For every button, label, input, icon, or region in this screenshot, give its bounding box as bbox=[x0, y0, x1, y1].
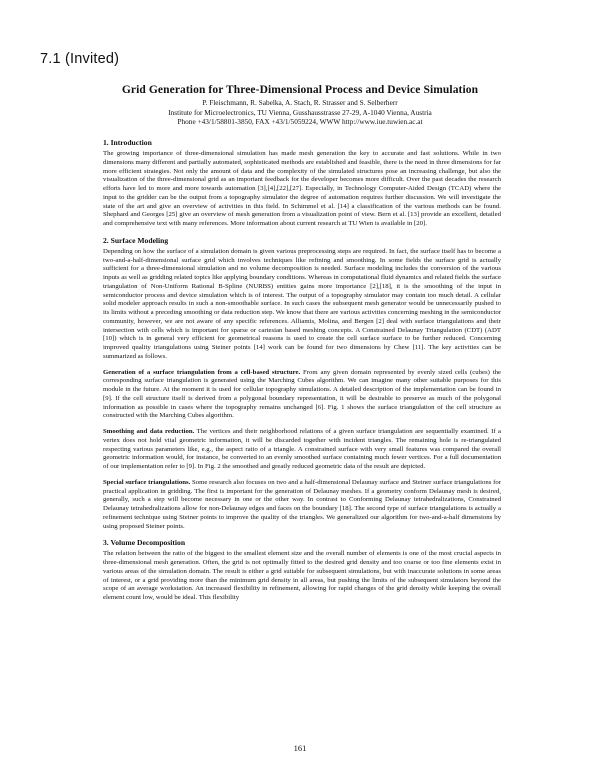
special-triangulations-run-in-heading: Special surface triangulations. bbox=[103, 478, 191, 486]
volume-decomposition-paragraph: The relation between the ratio of the biggest to the smallest element size and the overall number of elements is one of the most crucial aspects in three-dimensional mesh generation. Often, the grid is not optimally fitted to the desired grid density and too coarse or too fine elements exist in various areas of the simulation domain. The result is either a grid suitable for subsequent simulations, but with inaccurate solutions in some areas of interest, or a grid providing more than the minimum grid density in all areas, but pushing the limits of the subsequent simulators beyond the scope of an average workstation. An increased flexibility in refinement, allowing for rapid changes of the grid density while keeping the overall element count low, would be ideal. This flexibility bbox=[103, 550, 501, 601]
paper-body bbox=[103, 138, 501, 610]
cell-based-text: From any given domain represented by evenly sized cells (cubes) the corresponding surface triangulation is generated using the Marching Cubes algorithm. We can imagine many other suitable purposes for this module in the future. At the moment it is used for cellular topography simulations. A detailed description of the implementation can be found in [9]. If the cell structure itself is derived from a polygonal boundary representation, it will be desirable to preserve as much of the polygonal information as possible in cases where the topography remains unchanged [6]. Fig. 1 shows the surface triangulation of the cell structure as constructed with the Marching Cubes algorithm. bbox=[103, 368, 501, 420]
page-number: 161 bbox=[293, 743, 307, 753]
section-heading-surface-modeling: 2. Surface Modeling bbox=[103, 235, 169, 245]
smoothing-run-in-heading: Smoothing and data reduction. bbox=[103, 428, 195, 435]
introduction-paragraph: The growing importance of three-dimensional simulation has made mesh generation the key to accurate and fast solutions. While in two dimensions many different and partially automated, sophisticated methods are established and feasible, there is the need in three dimensions for far more efficient strategies. Not only the amount of data and the complexity of the simulated structures pose an increasing challenge, but also the visualization of the three-dimensional grid as an important feedback for the developer becomes more difficult. Over the past decades the research efforts have led to more and more towards automation [3],[4],[22],[27]. Especially, in Technology Computer-Aided Design (TCAD) where the input to the gridder can be the output from a topography simulator the degree of automation requires further discussion. We will investigate the state of the art and give an overview of activities in this field. In Schimmel et al. [14] a classification of the various methods can be found. Shephard and Georges [25] give an overview of mesh generation from a visualization point of view. Bern et al. [13] provide an excellent, detailed and comprehensive text with many references. More information about current research at TU Wien is available in [20]. bbox=[103, 150, 501, 227]
author-list: P. Fleischmann, R. Sabelka, A. Stach, R. Strasser and S. Selberherr bbox=[202, 98, 398, 107]
affiliation: Institute for Microelectronics, TU Vienna, Gusshausstrasse 27-29, A-1040 Vienna, Austria bbox=[168, 108, 432, 117]
session-label: 7.1 (Invited) bbox=[40, 51, 120, 67]
smoothing-text: The vertices and their neighborhood relations of a given surface triangulation are sequentially examined. If a vertex does not hold vital geometric information, it will be discarded together with incident triangles. The remaining hole is re-triangulated respecting various parameters like, e.g., the aspect ratio of a triangle. A constrained surface with very small features was compared the overall geometric information would, for instance, be converted to an evenly smoothed surface containing much fewer vertices. For a full documentation of our implementation refer to [9]. In Fig. 2 the smoothed and greatly reduced geometric data of the result are depicted. bbox=[103, 428, 501, 470]
cell-based-paragraph bbox=[103, 369, 501, 422]
section-heading-volume-decomposition: 3. Volume Decomposition bbox=[103, 538, 186, 548]
special-triangulations-paragraph bbox=[103, 479, 501, 532]
cell-based-run-in-heading: Generation of a surface triangulation from a cell-based structure. bbox=[103, 368, 301, 376]
surface-modeling-paragraph: Depending on how the surface of a simulation domain is given various preprocessing steps are required. In fact, the surface itself has to become a two-and-a-half-dimensional surface grid which involves techniques like refining and smoothing. In some fields the surface grid is actually sufficient for a three-dimensional simulation and no volume decomposition is needed. Surface modeling includes the conversion of the various inputs as well as gridding related topics like applying boundary conditions. Whereas in computational fluid dynamics and related fields the surface triangulation of Non-Uniform Rational B-Spline (NURBS) entities gains more importance [2],[18], it is the smoothing of the input in semiconductor process and device simulation which is of interest. The output of a topography simulator may contain too much detail. A cellular solid modeler approach results in such a non-smoothable surface. In such cases the subsequent mesh generator would be unnecessarily pushed to its limits without a preceding smoothing or data reduction step. We know that there are various activities concerning meshing in the semiconductor community, however, we are not aware of any specific references. Alliamis, Molina, and Bergen [2] deal with surface triangulations and their intersection with cells which is important for sparse or cartesian based meshing concepts. A Constrained Delaunay Triangulation (CDT) (ADT [10]) which is in general very efficient for geometrical reasons is used to create the cell surface surface to be further reduced. Concerning improved quality triangulations using Steiner points [14] work can be found for two dimensions by Chew [11]. The key activities can be summarized as follows. bbox=[103, 247, 501, 360]
special-triangulations-text: Some research also focuses on two and a half-dimensional Delaunay surface and Steiner surface triangulations for practical application in gridding. The first is important for the generation of Delaunay meshes. If a geometry conform Delaunay mesh is desired, generally, such a step will become necessary in one or the other way. In contrast to Conforming Delaunay tetrahedralizations, Constrained Delaunay tetrahedralizations allow for non-Delaunay edges and faces on the boundary [18]. The second type of surface triangulations is actually a refinement technique using Steiner points to improve the quality of the triangles. We generalized our algorithm for two-and-a-half dimensions by using proposed Steiner points. bbox=[103, 478, 502, 530]
contact-info: Phone +43/1/58801-3850, FAX +43/1/5059224, WWW http://www.iue.tuwien.ac.at bbox=[177, 117, 423, 126]
section-heading-introduction: 1. Introduction bbox=[103, 138, 152, 147]
smoothing-paragraph bbox=[103, 428, 501, 472]
paper-title: Grid Generation for Three-Dimensional Process and Device Simulation bbox=[121, 84, 479, 96]
